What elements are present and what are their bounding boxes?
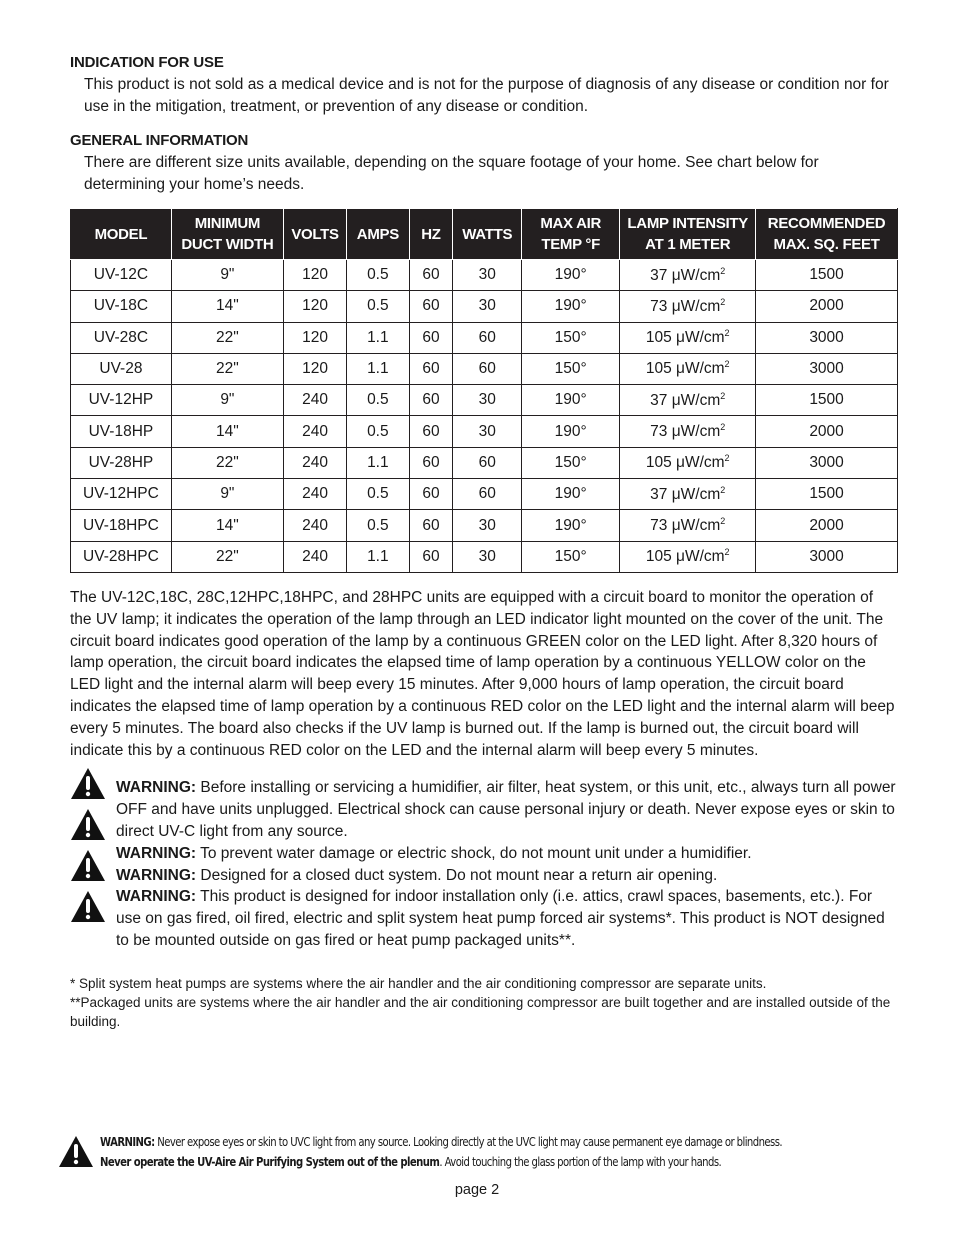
indication-section [70, 52, 898, 118]
table-cell-sq: 2000 [756, 291, 898, 322]
indication-text: This product is not sold as a medical device and is not for the purpose of diagnosis of any disease or condition nor for use in the mitigation, treatment, or prevention of any disease or condition. [84, 76, 889, 115]
table-cell-sq: 1500 [756, 385, 898, 416]
table-row [71, 541, 898, 572]
warning-label: WARNING: [116, 779, 197, 797]
superscript: 2 [724, 359, 730, 370]
table-cell-intensity [620, 541, 756, 572]
intensity-value: 73 μW/cm [650, 517, 721, 535]
superscript: 2 [720, 515, 726, 526]
table-cell-model: UV-12HP [71, 385, 172, 416]
indication-heading: INDICATION FOR USE [70, 54, 224, 71]
table-cell-model: UV-28C [71, 322, 172, 353]
warning-item [116, 886, 898, 951]
table-cell-temp: 150° [522, 322, 620, 353]
table-cell-temp: 190° [522, 291, 620, 322]
table-cell-temp: 150° [522, 447, 620, 478]
table-cell-intensity [620, 416, 756, 447]
table-cell-volts: 240 [283, 416, 346, 447]
table-row [71, 322, 898, 353]
table-cell-volts: 120 [283, 291, 346, 322]
table-cell-amps: 0.5 [347, 260, 409, 291]
intensity-value: 37 μW/cm [650, 391, 721, 409]
table-cell-model: UV-12HPC [71, 479, 172, 510]
table-cell-watts: 60 [453, 479, 522, 510]
warning-triangle-icon [58, 1135, 94, 1168]
table-cell-model: UV-18HP [71, 416, 172, 447]
table-cell-temp: 190° [522, 260, 620, 291]
table-cell-volts: 120 [283, 322, 346, 353]
table-row [71, 260, 898, 291]
intensity-value: 105 μW/cm [645, 548, 725, 566]
column-header: AMPS [347, 209, 409, 260]
page-content [70, 52, 898, 1031]
table-cell-amps: 1.1 [347, 353, 409, 384]
table-row [71, 479, 898, 510]
superscript: 2 [720, 390, 726, 401]
table-row [71, 291, 898, 322]
table-cell-sq: 2000 [756, 510, 898, 541]
bottom-warning-line2: . Avoid touching the glass portion of the lamp with your hands. [439, 1155, 722, 1169]
column-header: MODEL [71, 209, 172, 260]
table-cell-watts: 60 [453, 322, 522, 353]
table-row [71, 416, 898, 447]
table-cell-intensity [620, 510, 756, 541]
superscript: 2 [724, 453, 730, 464]
table-cell-hz: 60 [409, 541, 453, 572]
table-cell-intensity [620, 385, 756, 416]
warning-text: Before installing or servicing a humidifier, air filter, heat system, or this unit, etc., always turn all power OFF and have units unplugged. Electrical shock can cause personal injury or death. Never expose eyes or skin to direct UV-C light from any source. [116, 779, 896, 840]
column-header: LAMP INTENSITY AT 1 METER [620, 209, 756, 260]
warning-text: This product is designed for indoor installation only (i.e. attics, crawl spaces, basements, etc.). For use on gas fired, oil fired, electric and split system heat pump forced air systems*. This product is NOT designed to be mounted outside on gas fired or heat pump packaged units**. [116, 888, 885, 949]
table-cell-amps: 0.5 [347, 510, 409, 541]
table-cell-duct: 14" [171, 291, 283, 322]
table-cell-temp: 150° [522, 353, 620, 384]
warning-triangle-icon [70, 808, 106, 841]
warning-item [116, 777, 898, 842]
column-header: HZ [409, 209, 453, 260]
warning-label: WARNING: [116, 866, 197, 884]
table-cell-amps: 0.5 [347, 385, 409, 416]
table-cell-sq: 3000 [756, 353, 898, 384]
table-cell-temp: 150° [522, 541, 620, 572]
table-cell-watts: 30 [453, 291, 522, 322]
table-cell-duct: 22" [171, 322, 283, 353]
table-cell-watts: 30 [453, 385, 522, 416]
warning-triangle-icon [70, 767, 106, 800]
table-cell-sq: 3000 [756, 447, 898, 478]
page-number: page 2 [454, 1182, 500, 1198]
column-header: VOLTS [283, 209, 346, 260]
table-cell-amps: 1.1 [347, 322, 409, 353]
table-cell-hz: 60 [409, 479, 453, 510]
table-cell-hz: 60 [409, 447, 453, 478]
table-cell-hz: 60 [409, 353, 453, 384]
table-row [71, 353, 898, 384]
column-header: MAX AIR TEMP °F [522, 209, 620, 260]
footnote-split-system: * Split system heat pumps are systems where the air handler and the air conditioning compressor are separate units. [70, 975, 767, 991]
intensity-value: 105 μW/cm [645, 329, 725, 347]
table-cell-watts: 30 [453, 541, 522, 572]
intensity-value: 37 μW/cm [650, 485, 721, 503]
table-cell-duct: 14" [171, 510, 283, 541]
table-cell-sq: 3000 [756, 541, 898, 572]
table-cell-amps: 1.1 [347, 541, 409, 572]
warning-triangle-icon [70, 890, 106, 923]
table-cell-duct: 9" [171, 479, 283, 510]
warning-text: To prevent water damage or electric shock, do not mount unit under a humidifier. [196, 844, 752, 862]
warning-text-list [116, 777, 898, 951]
table-cell-intensity [620, 291, 756, 322]
warning-item [116, 865, 898, 887]
table-cell-volts: 240 [283, 385, 346, 416]
table-cell-duct: 22" [171, 541, 283, 572]
table-cell-hz: 60 [409, 322, 453, 353]
superscript: 2 [720, 265, 726, 276]
table-cell-model: UV-28HPC [71, 541, 172, 572]
table-cell-temp: 190° [522, 479, 620, 510]
superscript: 2 [724, 328, 730, 339]
general-section [70, 130, 898, 196]
warning-text: Designed for a closed duct system. Do not mount near a return air opening. [196, 866, 718, 884]
superscript: 2 [720, 296, 726, 307]
table-cell-model: UV-12C [71, 260, 172, 291]
table-cell-temp: 190° [522, 385, 620, 416]
table-cell-amps: 0.5 [347, 479, 409, 510]
general-text: There are different size units available, depending on the square footage of your home. See chart below for determining your home’s needs. [84, 154, 819, 193]
bottom-warning-line1: Never expose eyes or skin to UVC light from any source. Looking directly at the UVC light may cause permanent eye damage or blindness. [154, 1135, 783, 1149]
warning-triangle-icon [70, 849, 106, 882]
superscript: 2 [724, 547, 730, 558]
table-cell-sq: 2000 [756, 416, 898, 447]
intensity-value: 73 μW/cm [650, 298, 721, 316]
table-cell-temp: 190° [522, 510, 620, 541]
intensity-value: 105 μW/cm [645, 454, 725, 472]
table-cell-watts: 30 [453, 510, 522, 541]
bottom-warning-text [100, 1132, 920, 1172]
table-cell-volts: 240 [283, 479, 346, 510]
table-cell-intensity [620, 479, 756, 510]
spec-table [70, 208, 898, 573]
warning-label: WARNING: [116, 888, 197, 906]
column-header: MINIMUM DUCT WIDTH [171, 209, 283, 260]
table-cell-amps: 0.5 [347, 291, 409, 322]
table-cell-model: UV-28HP [71, 447, 172, 478]
warning-item [116, 843, 898, 865]
table-cell-volts: 240 [283, 541, 346, 572]
spec-table-header-row [71, 209, 898, 260]
table-cell-duct: 9" [171, 260, 283, 291]
superscript: 2 [720, 484, 726, 495]
table-cell-model: UV-18HPC [71, 510, 172, 541]
table-cell-intensity [620, 447, 756, 478]
bottom-warning-bold: Never operate the UV-Aire Air Purifying System out of the plenum [100, 1155, 440, 1169]
warnings-block [70, 777, 898, 951]
table-cell-volts: 120 [283, 353, 346, 384]
table-cell-duct: 9" [171, 385, 283, 416]
table-cell-model: UV-28 [71, 353, 172, 384]
table-row [71, 510, 898, 541]
table-cell-watts: 30 [453, 260, 522, 291]
warning-label: WARNING: [116, 844, 197, 862]
bottom-warning [58, 1132, 918, 1172]
table-cell-duct: 22" [171, 447, 283, 478]
table-cell-amps: 0.5 [347, 416, 409, 447]
column-header: RECOMMENDED MAX. SQ. FEET [756, 209, 898, 260]
table-cell-duct: 14" [171, 416, 283, 447]
table-cell-volts: 240 [283, 510, 346, 541]
table-cell-intensity [620, 322, 756, 353]
footnotes [70, 974, 898, 1031]
table-cell-hz: 60 [409, 416, 453, 447]
table-cell-hz: 60 [409, 510, 453, 541]
general-heading: GENERAL INFORMATION [70, 132, 249, 149]
table-cell-duct: 22" [171, 353, 283, 384]
table-cell-intensity [620, 353, 756, 384]
table-cell-sq: 1500 [756, 260, 898, 291]
table-cell-hz: 60 [409, 385, 453, 416]
table-cell-temp: 190° [522, 416, 620, 447]
table-cell-amps: 1.1 [347, 447, 409, 478]
table-row [71, 385, 898, 416]
bottom-warning-label: WARNING: [100, 1135, 155, 1149]
footnote-packaged-units: **Packaged units are systems where the air handler and the air conditioning compressor are built together and are installed outside of the building. [70, 994, 891, 1029]
superscript: 2 [720, 422, 726, 433]
table-cell-intensity [620, 260, 756, 291]
table-cell-hz: 60 [409, 291, 453, 322]
table-row [71, 447, 898, 478]
intensity-value: 37 μW/cm [650, 266, 721, 284]
table-cell-watts: 60 [453, 353, 522, 384]
table-cell-model: UV-18C [71, 291, 172, 322]
table-cell-watts: 60 [453, 447, 522, 478]
spec-table-body [71, 260, 898, 573]
table-cell-volts: 240 [283, 447, 346, 478]
warning-icons [70, 767, 108, 931]
intensity-value: 105 μW/cm [645, 360, 725, 378]
column-header: WATTS [453, 209, 522, 260]
intensity-value: 73 μW/cm [650, 423, 721, 441]
table-cell-hz: 60 [409, 260, 453, 291]
circuit-board-paragraph: The UV-12C,18C, 28C,12HPC,18HPC, and 28HPC units are equipped with a circuit board to monitor the operation of the UV lamp; it indicates the operation of the lamp through an LED indicator light mounted on the cover of the unit. The circuit board indicates good operation of the lamp by a continuous GREEN color on the LED light. After 8,320 hours of lamp operation, the circuit board indicates the elapsed time of lamp operation by a continuous YELLOW color on the LED light and the internal alarm will beep every 15 minutes. After 9,000 hours of lamp operation, the circuit board indicates the elapsed time of lamp operation by a continuous RED color on the LED light and the internal alarm will beep every 5 minutes. The board also checks if the UV lamp is burned out. If the lamp is burned out, the circuit board will indicate this by a continuous RED color on the LED and the internal alarm will beep every 5 minutes. [70, 588, 895, 759]
table-cell-sq: 3000 [756, 322, 898, 353]
table-cell-volts: 120 [283, 260, 346, 291]
table-cell-watts: 30 [453, 416, 522, 447]
table-cell-sq: 1500 [756, 479, 898, 510]
